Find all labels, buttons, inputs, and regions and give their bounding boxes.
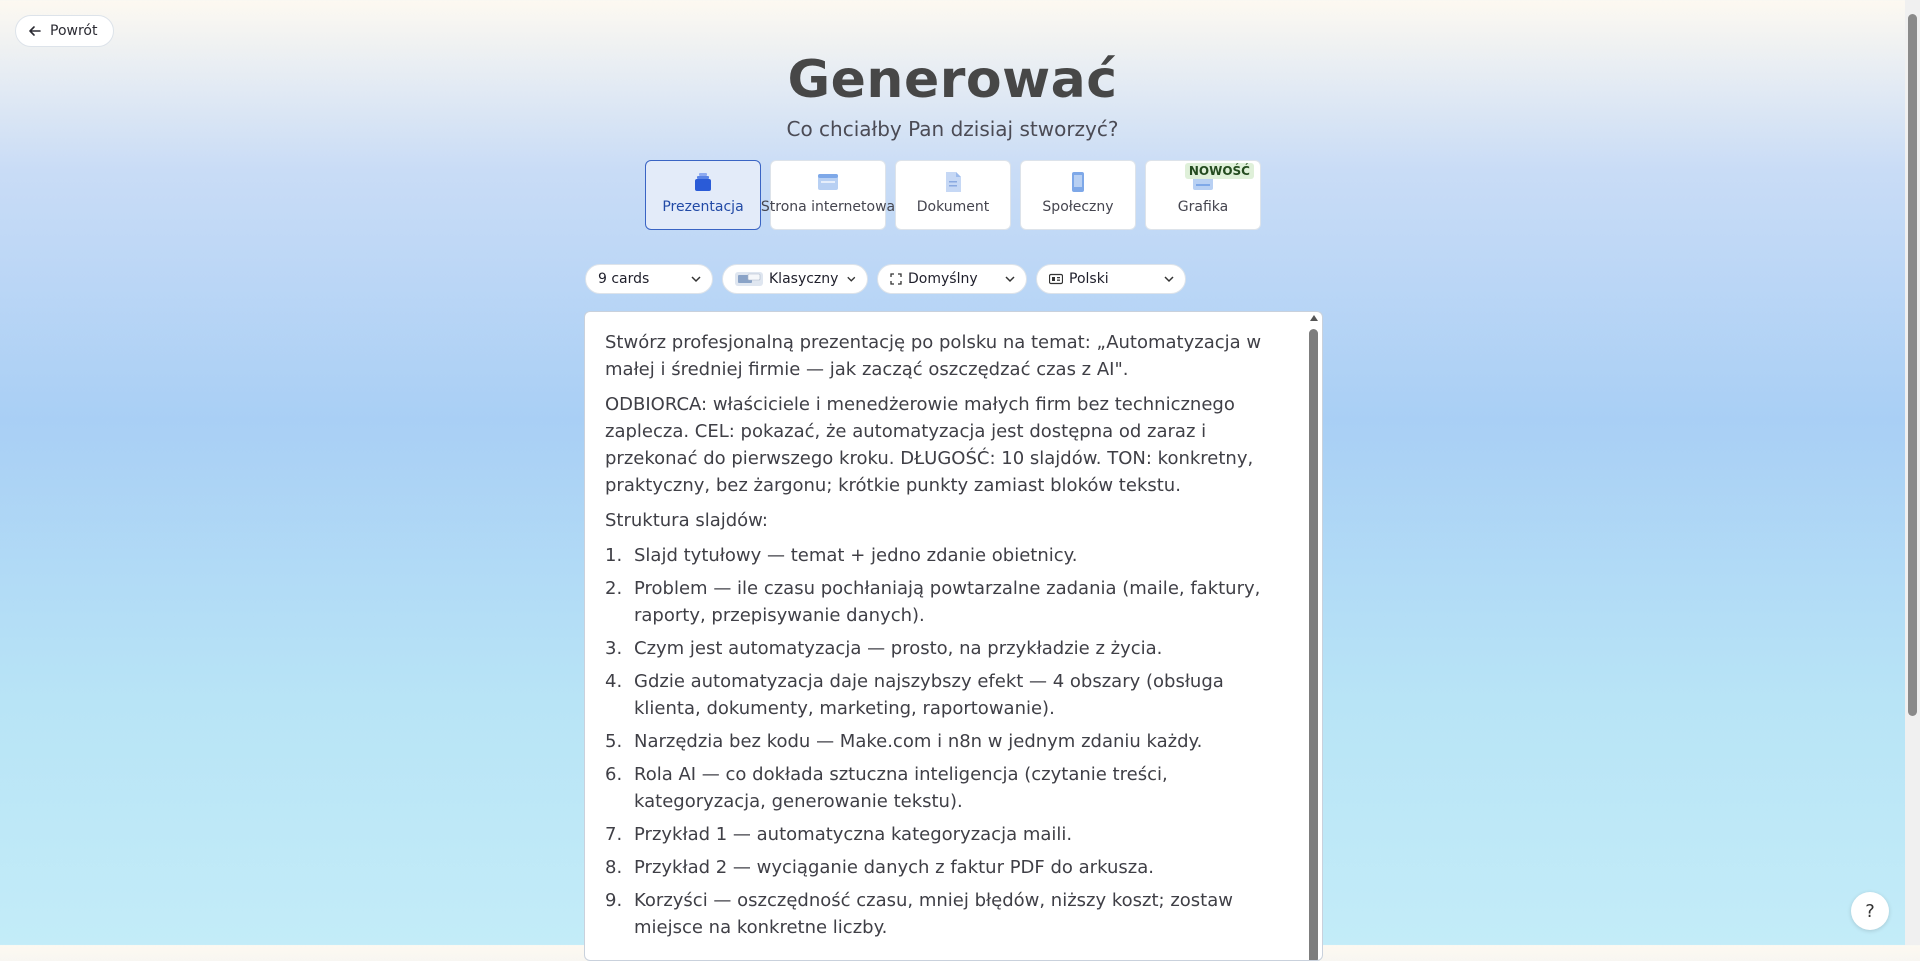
arrow-left-icon [28,24,42,38]
webpage-icon [816,171,840,193]
list-text: Przykład 2 — wyciąganie danych z faktur PDF do arkusza. [634,857,1154,878]
list-number: 3. [605,638,623,659]
chevron-down-icon [846,273,857,285]
language-select[interactable] [1036,264,1186,294]
prompt-paragraph: ODBIORCA: właściciele i menedżerowie małych firm bez technicznego zaplecza. CEL: pokazać, że automatyzacja jest dostępna od zaraz i przekonać do pierwszego kroku. DŁUGOŚĆ: 10 slajdów. TON: konkretny, praktyczny, bez żargonu; krótkie punkty zamiast bloków tekstu. [605,394,1254,496]
type-label: Społeczny [1042,199,1114,215]
editor-scroll-thumb[interactable] [1309,329,1318,961]
back-button[interactable] [15,15,114,47]
list-item [605,821,1282,848]
list-item [605,854,1282,881]
list-number: 8. [605,857,623,878]
help-button[interactable] [1851,892,1889,930]
list-text: Problem — ile czasu pochłaniają powtarzalne zadania (maile, faktury, raporty, przepisywanie danych). [634,578,1261,626]
scroll-up-arrow-icon[interactable] [1310,315,1318,321]
generation-options [585,264,1186,294]
format-value: Domyślny [908,271,978,287]
type-social-button[interactable] [1020,160,1136,230]
theme-value: Klasyczny [769,271,839,287]
theme-thumbnail-icon [735,271,763,287]
type-label: Prezentacja [662,199,744,215]
aspect-ratio-icon [890,273,902,285]
list-item [605,635,1282,662]
page-scroll-thumb[interactable] [1908,14,1917,716]
list-text: Korzyści — oszczędność czasu, mniej błędów, niższy koszt; zostaw miejsce na konkretne liczby. [634,890,1233,938]
list-text: Czym jest automatyzacja — prosto, na przykładzie z życia. [634,638,1163,659]
list-number: 6. [605,764,623,785]
list-number: 4. [605,671,623,692]
list-number: 1. [605,545,623,566]
cards-count-select[interactable] [585,264,713,294]
content-type-selector [645,160,1261,230]
language-value: Polski [1069,271,1109,287]
list-item [605,542,1282,569]
language-icon [1049,273,1063,285]
list-text: Rola AI — co dokłada sztuczna inteligencja (czytanie treści, kategoryzacja, generowanie tekstu). [634,764,1168,812]
theme-select[interactable] [722,264,868,294]
prompt-paragraph: Struktura slajdów: [605,510,768,531]
list-number: 7. [605,824,623,845]
list-number: 5. [605,731,623,752]
list-number: 2. [605,578,623,599]
prompt-content [585,312,1322,941]
format-select[interactable] [877,264,1027,294]
type-document-button[interactable] [895,160,1011,230]
list-number: 9. [605,890,623,911]
type-label: Dokument [916,199,990,215]
prompt-paragraph: Stwórz profesjonalną prezentację po polsku na temat: „Automatyzacja w małej i średniej firmie — jak zacząć oszczędzać czas z AI". [605,332,1262,380]
type-label: Grafika [1177,199,1229,215]
list-item [605,668,1282,722]
back-label: Powrót [50,23,98,39]
social-phone-icon [1066,171,1090,193]
list-text: Slajd tytułowy — temat + jedno zdanie obietnicy. [634,545,1078,566]
type-graphic-button[interactable] [1145,160,1261,230]
prompt-editor[interactable] [584,311,1323,961]
list-text: Gdzie automatyzacja daje najszybszy efekt — 4 obszary (obsługa klienta, dokumenty, marketing, raportowanie). [634,671,1224,719]
editor-scrollbar[interactable] [1307,312,1321,960]
list-item [605,728,1282,755]
type-label: Strona internetowa [760,199,896,215]
new-badge: NOWOŚĆ [1185,163,1254,179]
type-webpage-button[interactable] [760,160,896,230]
list-item [605,761,1282,815]
type-presentation-button[interactable] [645,160,761,230]
help-icon: ? [1865,900,1875,922]
presentation-icon [691,171,715,193]
list-item [605,575,1282,629]
chevron-down-icon [1004,273,1016,285]
slide-structure-list [605,542,1282,941]
page-subtitle: Co chciałby Pan dzisiaj stworzyć? [786,117,1119,141]
page-title: Generować [787,50,1118,110]
chevron-down-icon [690,273,702,285]
list-item [605,887,1282,941]
chevron-down-icon [1163,273,1175,285]
list-text: Narzędzia bez kodu — Make.com i n8n w jednym zdaniu każdy. [634,731,1203,752]
list-text: Przykład 1 — automatyczna kategoryzacja maili. [634,824,1073,845]
page-scrollbar[interactable] [1905,0,1920,945]
document-icon [941,171,965,193]
cards-count-value: 9 cards [598,271,650,287]
